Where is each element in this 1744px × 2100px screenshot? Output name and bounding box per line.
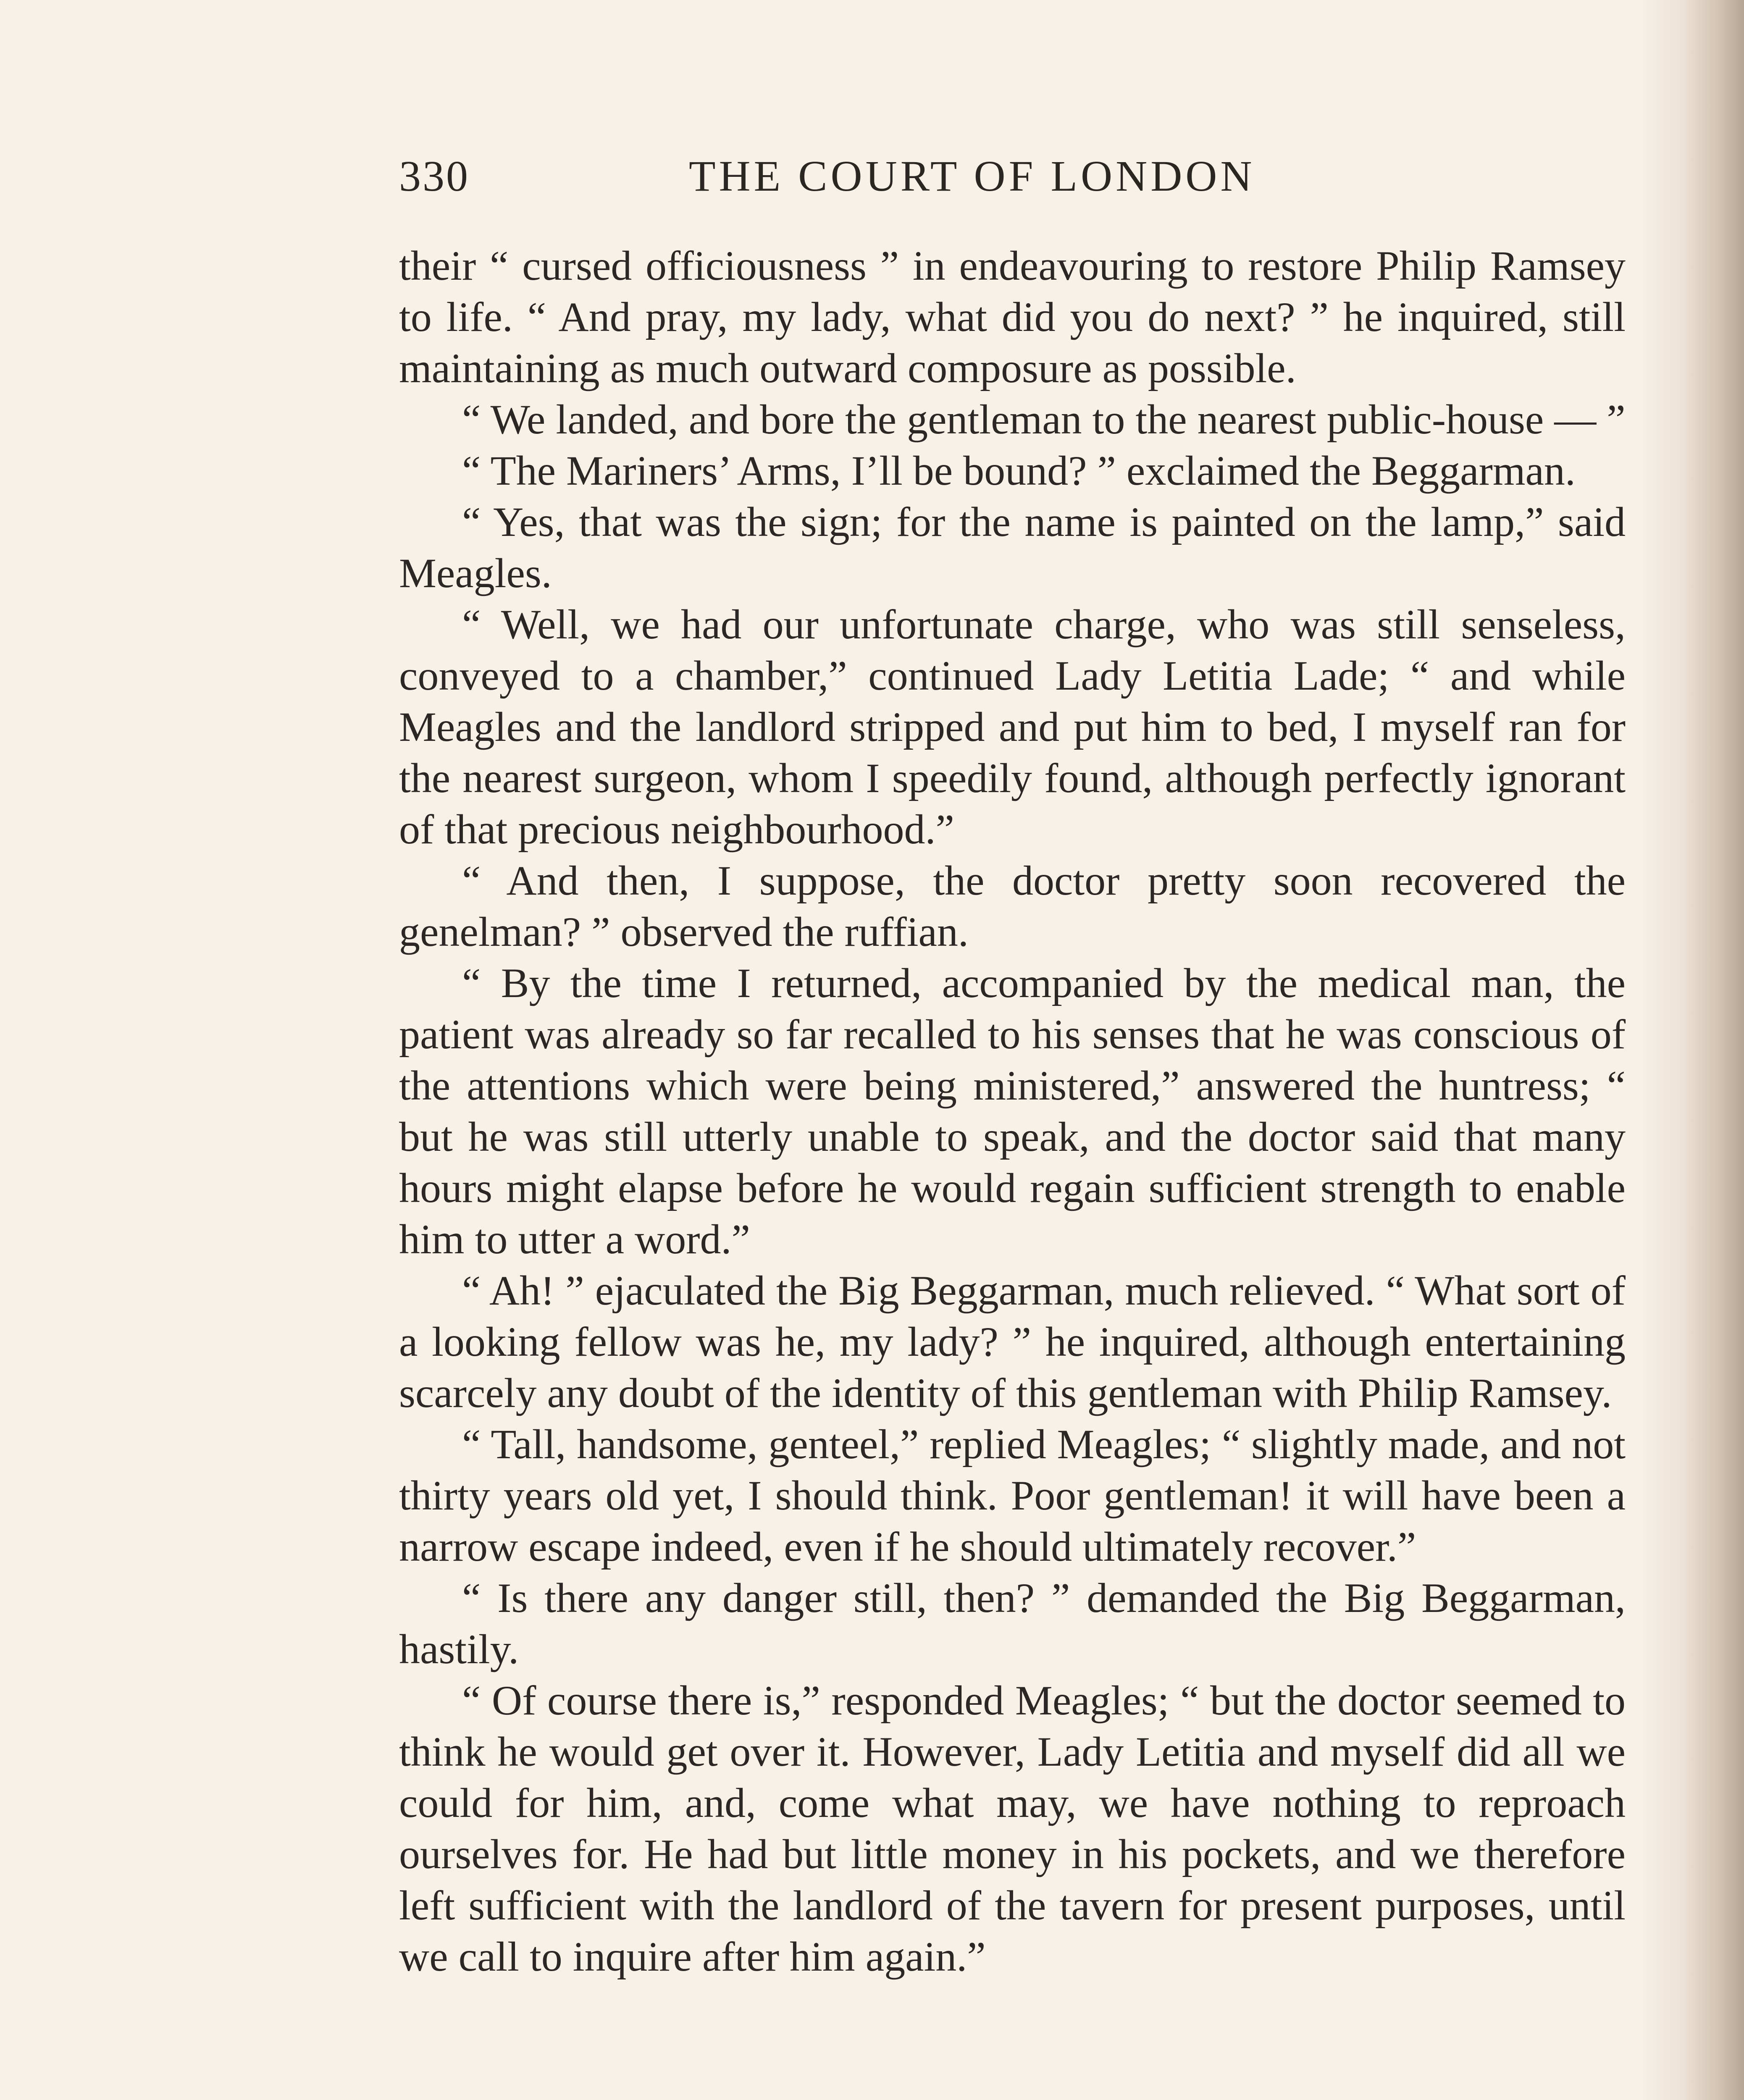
paragraph: “ Is there any danger still, then? ” demanded the Big Beggarman, hastily. xyxy=(399,1575,1626,1672)
paragraph: “ The Mariners’ Arms, I’ll be bound? ” exclaimed the Beggarman. xyxy=(462,447,1576,494)
paragraph: “ We landed, and bore the gentleman to the nearest public-house — ” xyxy=(462,396,1626,443)
paragraph: “ Ah! ” ejaculated the Big Beggarman, much relieved. “ What sort of a looking fellow was he, my lady? ” he inquired, although entertaining scarcely any doubt of the identity of this gentleman with Philip Ramsey. xyxy=(399,1267,1626,1416)
page-header xyxy=(399,151,1626,210)
paragraph: their “ cursed officiousness ” in endeavouring to restore Philip Ramsey to life. “ And pray, my lady, what did you do next? ” he inquired, still maintaining as much outward composure as possible. xyxy=(399,242,1626,391)
running-title: THE COURT OF LONDON xyxy=(689,152,1255,200)
paragraph: “ Well, we had our unfortunate charge, who was still senseless, conveyed to a chamber,” continued Lady Letitia Lade; “ and while Meagles and the landlord stripped and put him to bed, I myself ran for the nearest surgeon, whom I speedily found, although perfectly ignorant of that precious neighbourhood.” xyxy=(399,601,1626,853)
paragraph: “ By the time I returned, accompanied by the medical man, the patient was already so far recalled to his senses that he was conscious of the attentions which were being ministered,” answered the huntress; “ but he was still utterly unable to speak, and the doctor said that many hours might elapse before he would regain sufficient strength to enable him to utter a word.” xyxy=(399,960,1626,1263)
paragraph: “ Of course there is,” responded Meagles; “ but the doctor seemed to think he would get over it. However, Lady Letitia and myself did all we could for him, and, come what may, we have nothing to reproach ourselves for. He had but little money in his pockets, and we therefore left sufficient with the landlord of the tavern for present purposes, until we call to inquire after him again.” xyxy=(399,1677,1626,1980)
paragraph: “ And then, I suppose, the doctor pretty soon recovered the genelman? ” observed the ruffian. xyxy=(399,857,1626,955)
paragraph: “ Tall, handsome, genteel,” replied Meagles; “ slightly made, and not thirty years old yet, I should think. Poor gentleman! it will have been a narrow escape indeed, even if he should ultimately recover.” xyxy=(399,1421,1626,1570)
paragraph: “ Yes, that was the sign; for the name is painted on the lamp,” said Meagles. xyxy=(399,499,1626,596)
page-number: 330 xyxy=(399,152,470,200)
body-text xyxy=(399,240,1626,1982)
